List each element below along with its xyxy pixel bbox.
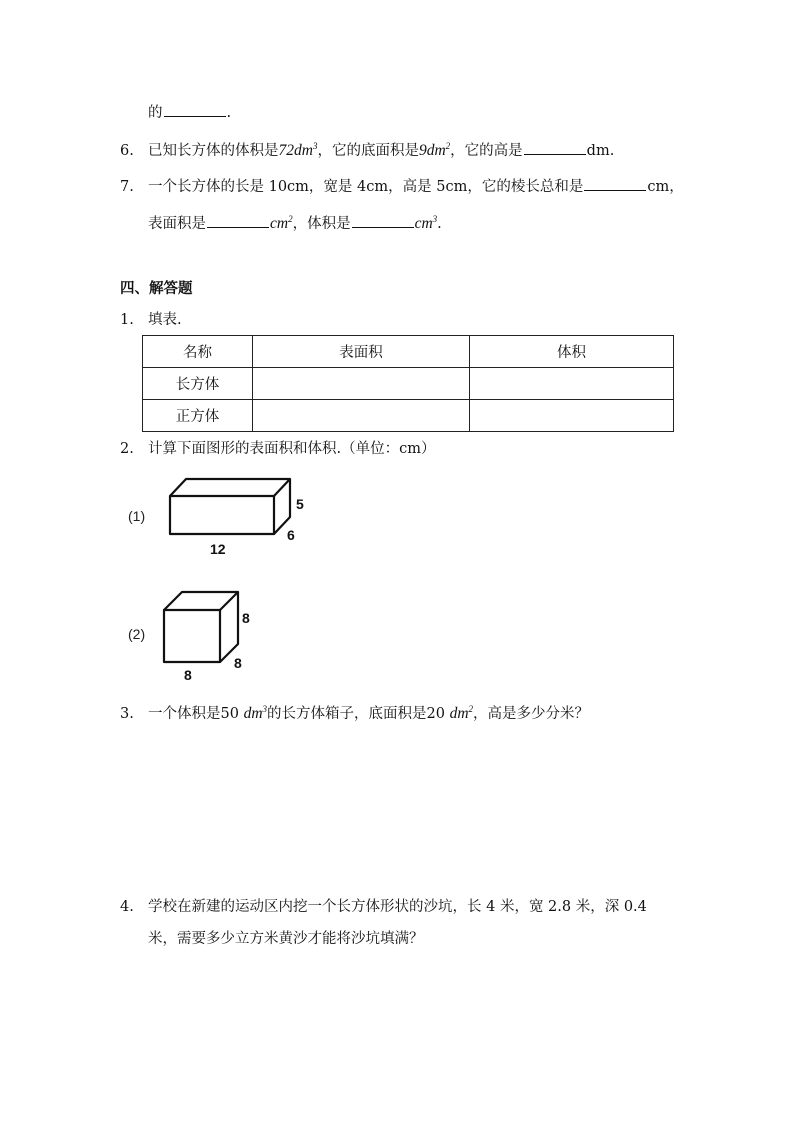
figure-1-label: (1) <box>128 508 146 524</box>
problem-2-text: 计算下面图形的表面积和体积.（单位：cm） <box>148 441 436 457</box>
table-cell-answer[interactable] <box>470 368 674 400</box>
q5-continuation <box>148 102 231 123</box>
table-cell-name: 正方体 <box>143 400 253 432</box>
cube-figure <box>156 588 266 688</box>
dimension-label-width: 6 <box>287 527 295 543</box>
q7-text-3: 表面积是 <box>148 216 206 232</box>
q7-text-2: cm， <box>647 179 684 195</box>
problem-3-volume-exp: 3 <box>262 704 268 714</box>
table-header: 体积 <box>470 336 674 368</box>
answer-blank[interactable] <box>584 176 646 191</box>
table-header: 名称 <box>143 336 253 368</box>
question-number: 6. <box>120 143 134 159</box>
answer-blank[interactable] <box>352 213 414 228</box>
problem-4 <box>120 897 647 917</box>
figure-2-label: (2) <box>128 626 146 642</box>
problem-3-text-3: ，高是多少分米？ <box>473 706 590 722</box>
q6-volume-exp: 3 <box>312 141 318 151</box>
table-header-row <box>143 336 674 368</box>
cuboid-front-face <box>170 496 274 534</box>
cube-top-face <box>164 592 238 610</box>
cube-front-face <box>164 610 220 662</box>
fill-table <box>142 335 674 432</box>
problem-number: 2. <box>120 441 134 457</box>
q7-text-4: ，体积是 <box>292 216 351 232</box>
problem-4-line-2 <box>148 929 424 949</box>
problem-4-text-2: 米，需要多少立方米黄沙才能将沙坑填满？ <box>148 931 424 947</box>
problem-4-text-1: 学校在新建的运动区内挖一个长方体形状的沙坑，长 4 米，宽 2.8 米，深 0.4 <box>148 899 647 915</box>
section-title: 四、解答题 <box>120 281 193 297</box>
q6-area-unit: dm <box>426 142 446 159</box>
q6-text-1: 已知长方体的体积是 <box>148 143 279 159</box>
answer-blank[interactable] <box>524 140 586 155</box>
problem-3-area-exp: 2 <box>468 704 474 714</box>
problem-number: 3. <box>120 706 134 722</box>
answer-blank[interactable] <box>164 102 226 117</box>
question-7-line-2 <box>148 213 442 234</box>
problem-3 <box>120 704 589 724</box>
question-7 <box>120 176 684 197</box>
problem-2 <box>120 439 435 459</box>
q6-area <box>419 142 450 159</box>
problem-3-volume-value: 50 <box>220 706 239 722</box>
table-cell-answer[interactable] <box>470 400 674 432</box>
q6-area-exp: 2 <box>445 141 451 151</box>
problem-1-text: 填表. <box>148 312 182 328</box>
q7-text-1: 一个长方体的长是 10cm，宽是 4cm，高是 5cm，它的棱长总和是 <box>148 179 584 195</box>
problem-number: 4. <box>120 899 134 915</box>
q7-text-5: . <box>437 216 442 232</box>
question-number: 7. <box>120 179 134 195</box>
q7-volume-exp: 3 <box>432 214 438 224</box>
q7-volume-unit <box>415 215 438 232</box>
q5-end: . <box>226 105 232 121</box>
table-header: 表面积 <box>253 336 470 368</box>
problem-3-text-1: 一个体积是 <box>148 706 221 722</box>
q6-text-3: ，它的高是 <box>450 143 523 159</box>
q5-text: 的 <box>148 105 163 121</box>
q7-area-exp: 2 <box>288 214 293 224</box>
dimension-label-length: 12 <box>210 541 226 557</box>
dimension-label-height: 5 <box>296 496 304 512</box>
dimension-label-depth: 8 <box>234 655 242 671</box>
q7-volume-unit-text: cm <box>414 215 433 232</box>
q6-text-2: ，它的底面积是 <box>317 143 419 159</box>
q6-area-value: 9 <box>418 142 427 159</box>
problem-3-volume-unit <box>244 705 267 722</box>
q7-area-unit <box>270 215 293 232</box>
table-row <box>143 368 674 400</box>
table-cell-answer[interactable] <box>253 368 470 400</box>
q6-text-4: dm. <box>586 143 615 159</box>
problem-3-volume-unit-text: dm <box>243 705 263 722</box>
problem-3-text-2: 的长方体箱子，底面积是 <box>267 706 427 722</box>
answer-blank[interactable] <box>207 213 269 228</box>
table-cell-name: 长方体 <box>143 368 253 400</box>
q6-volume-unit: dm <box>294 142 313 159</box>
cuboid-top-face <box>170 479 290 496</box>
table-cell-answer[interactable] <box>253 400 470 432</box>
cuboid-figure <box>160 474 320 560</box>
q6-volume <box>279 142 318 159</box>
dimension-label-bottom: 8 <box>184 667 192 683</box>
problem-1 <box>120 310 182 330</box>
table-row <box>143 400 674 432</box>
dimension-label-side: 8 <box>242 610 250 626</box>
question-6 <box>120 140 614 161</box>
q7-area-unit-text: cm <box>270 215 289 232</box>
problem-3-area-unit-text: dm <box>449 705 469 722</box>
problem-number: 1. <box>120 312 134 328</box>
q6-volume-value: 72 <box>278 142 294 159</box>
problem-3-area-unit <box>450 705 473 722</box>
problem-3-area-value: 20 <box>426 706 445 722</box>
